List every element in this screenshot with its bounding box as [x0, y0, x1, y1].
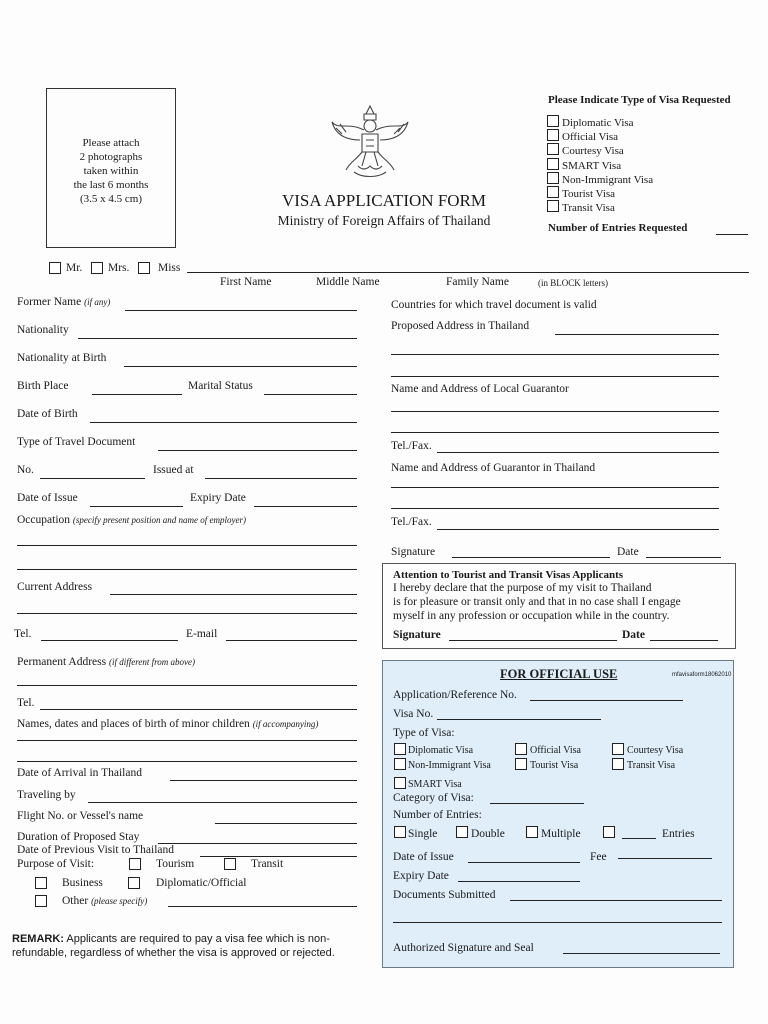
attention-date-field[interactable] — [650, 640, 718, 641]
telfax2-label: Tel./Fax. — [391, 516, 432, 528]
off-date-issue-field[interactable] — [468, 862, 580, 863]
single-label: Single — [408, 828, 438, 840]
entries-label: Entries — [662, 828, 695, 840]
off-diplomatic-checkbox[interactable] — [394, 743, 406, 755]
permanent-address-label: Permanent Address (if different from above) — [17, 656, 196, 668]
official-use-heading: FOR OFFICIAL USE — [500, 667, 618, 681]
nationality-field[interactable] — [78, 338, 357, 339]
duration-field[interactable] — [158, 843, 357, 844]
multiple-label: Multiple — [541, 828, 581, 840]
attention-signature-field[interactable] — [449, 640, 617, 641]
fee-label: Fee — [590, 851, 607, 863]
expiry-label: Expiry Date — [190, 492, 246, 504]
app-ref-field[interactable] — [530, 700, 683, 701]
arrival-date-field[interactable] — [170, 780, 357, 781]
off-nonimm-checkbox[interactable] — [394, 758, 406, 770]
double-label: Double — [471, 828, 505, 840]
off-nonimm-label: Non-Immigrant Visa — [408, 760, 491, 771]
date-label: Date — [617, 546, 639, 558]
guarantor-thailand-label: Name and Address of Guarantor in Thailand — [391, 462, 596, 474]
docs-submitted-line-2[interactable] — [393, 922, 722, 923]
attention-line-3: myself in any profession or occupation while in the country. — [393, 610, 670, 622]
docs-submitted-label: Documents Submitted — [393, 889, 496, 901]
signature-label: Signature — [391, 546, 436, 558]
entries-requested-label: Number of Entries Requested — [548, 222, 688, 234]
off-courtesy-checkbox[interactable] — [612, 743, 624, 755]
block-letters-note: (in BLOCK letters) — [538, 278, 608, 288]
business-label: Business — [62, 877, 103, 889]
single-checkbox[interactable] — [394, 826, 406, 838]
off-transit-label: Transit Visa — [627, 760, 676, 771]
visa-option-courtesy[interactable]: Courtesy Visa — [547, 143, 653, 157]
attention-date-label: Date — [622, 629, 645, 641]
birth-place-field[interactable] — [92, 394, 182, 395]
docs-submitted-line-1[interactable] — [510, 900, 722, 901]
off-expiry-label: Expiry Date — [393, 870, 449, 882]
off-official-checkbox[interactable] — [515, 743, 527, 755]
mr-label: Mr. — [66, 262, 83, 274]
checkbox[interactable] — [547, 143, 559, 155]
family-name-caption: Family Name — [446, 276, 509, 288]
attention-signature-label: Signature — [393, 629, 441, 641]
occupation-line-2[interactable] — [17, 569, 357, 570]
visa-option-diplomatic[interactable]: Diplomatic Visa — [547, 115, 653, 129]
photo-instructions: Please attach 2 photographs taken within the last 6 months (3.5 x 4.5 cm) — [73, 137, 149, 205]
email-label: E-mail — [186, 628, 218, 640]
visa-type-heading: Please Indicate Type of Visa Requested — [548, 94, 731, 106]
marital-status-field[interactable] — [264, 394, 357, 395]
transit-label: Transit — [251, 858, 284, 870]
marital-status-label: Marital Status — [188, 380, 253, 392]
auth-signature-field[interactable] — [563, 953, 720, 954]
issued-at-field[interactable] — [205, 478, 357, 479]
attention-heading: Attention to Tourist and Transit Visas Applicants — [393, 569, 624, 581]
entries-requested-field[interactable] — [716, 234, 748, 235]
mrs-checkbox[interactable] — [91, 262, 103, 274]
nationality-birth-field[interactable] — [124, 366, 357, 367]
occupation-line-1[interactable] — [17, 545, 357, 546]
tel-field[interactable] — [41, 640, 178, 641]
business-checkbox[interactable] — [35, 877, 47, 889]
other-label: Other (please specify) — [62, 895, 148, 907]
form-code: mfavisaform18062010 — [672, 672, 732, 678]
dob-label: Date of Birth — [17, 408, 78, 420]
off-smart-label: SMART Visa — [408, 779, 462, 790]
first-name-caption: First Name — [220, 276, 272, 288]
dob-field[interactable] — [90, 422, 357, 423]
flight-label: Flight No. or Vessel's name — [17, 810, 144, 822]
local-guarantor-label: Name and Address of Local Guarantor — [391, 383, 569, 395]
checkbox[interactable] — [547, 186, 559, 198]
miss-label: Miss — [158, 262, 181, 274]
off-expiry-field[interactable] — [458, 881, 580, 882]
occupation-label: Occupation (specify present position and name of employer) — [17, 514, 247, 526]
tel-label: Tel. — [14, 628, 32, 640]
checkbox[interactable] — [547, 200, 559, 212]
former-name-label: Former Name (if any) — [17, 296, 111, 308]
auth-signature-label: Authorized Signature and Seal — [393, 942, 534, 954]
former-name-field[interactable] — [125, 310, 357, 311]
category-field[interactable] — [490, 803, 584, 804]
off-tourist-label: Tourist Visa — [530, 760, 579, 771]
doc-no-field[interactable] — [40, 478, 145, 479]
attention-line-1: I hereby declare that the purpose of my visit to Thailand — [393, 582, 652, 594]
fee-field[interactable] — [618, 858, 712, 859]
permanent-address-line[interactable] — [17, 685, 357, 686]
visa-no-field[interactable] — [437, 719, 601, 720]
entries-checkbox[interactable] — [603, 826, 615, 838]
telfax1-label: Tel./Fax. — [391, 440, 432, 452]
tourism-checkbox[interactable] — [129, 858, 141, 870]
nationality-label: Nationality — [17, 324, 69, 336]
flight-field[interactable] — [215, 823, 357, 824]
visa-option-non-immigrant[interactable]: Non-Immigrant Visa — [547, 172, 653, 186]
visa-option-transit[interactable]: Transit Visa — [547, 200, 653, 214]
checkbox[interactable] — [547, 115, 559, 127]
visa-type-options — [547, 115, 653, 214]
expiry-field[interactable] — [254, 506, 357, 507]
telfax1-field[interactable] — [437, 452, 719, 453]
visa-no-label: Visa No. — [393, 708, 434, 720]
garuda-emblem-icon — [328, 100, 412, 184]
checkbox[interactable] — [547, 172, 559, 184]
off-tourist-checkbox[interactable] — [515, 758, 527, 770]
guarantor-thailand-line-2[interactable] — [391, 508, 719, 509]
double-checkbox[interactable] — [456, 826, 468, 838]
purpose-label: Purpose of Visit: — [17, 858, 95, 870]
visa-option-tourist[interactable]: Tourist Visa — [547, 186, 653, 200]
arrival-date-label: Date of Arrival in Thailand — [17, 767, 142, 779]
current-address-line-2[interactable] — [17, 613, 357, 614]
mr-checkbox[interactable] — [49, 262, 61, 274]
email-field[interactable] — [226, 640, 357, 641]
minors-label: Names, dates and places of birth of minor children (if accompanying) — [17, 718, 319, 730]
entries-count-field[interactable] — [622, 838, 656, 839]
app-ref-label: Application/Reference No. — [393, 689, 517, 701]
date-issue-label: Date of Issue — [17, 492, 78, 504]
other-field[interactable] — [168, 906, 357, 907]
off-official-label: Official Visa — [530, 745, 581, 756]
countries-label: Countries for which travel document is valid — [391, 299, 597, 311]
tel2-field[interactable] — [40, 709, 357, 710]
signature-field[interactable] — [452, 557, 610, 558]
travel-doc-label: Type of Travel Document — [17, 436, 136, 448]
checkbox[interactable] — [547, 129, 559, 141]
telfax2-field[interactable] — [437, 529, 719, 530]
proposed-address-label: Proposed Address in Thailand — [391, 320, 530, 332]
off-courtesy-label: Courtesy Visa — [627, 745, 684, 756]
transit-checkbox[interactable] — [224, 858, 236, 870]
checkbox[interactable] — [547, 158, 559, 170]
off-diplomatic-label: Diplomatic Visa — [408, 745, 474, 756]
local-guarantor-line-1[interactable] — [391, 411, 719, 412]
mrs-label: Mrs. — [108, 262, 130, 274]
multiple-checkbox[interactable] — [526, 826, 538, 838]
local-guarantor-line-2[interactable] — [391, 432, 719, 433]
visa-option-smart[interactable]: SMART Visa — [547, 158, 653, 172]
category-label: Category of Visa: — [393, 792, 474, 804]
minors-line-1[interactable] — [17, 740, 357, 741]
guarantor-thailand-line-1[interactable] — [391, 487, 719, 488]
duration-label: Duration of Proposed Stay — [17, 831, 140, 843]
off-smart-checkbox[interactable] — [394, 777, 406, 789]
type-of-visa-label: Type of Visa: — [393, 727, 455, 739]
birth-place-label: Birth Place — [17, 380, 69, 392]
full-name-field[interactable] — [187, 272, 749, 273]
visa-option-official[interactable]: Official Visa — [547, 129, 653, 143]
form-title: VISA APPLICATION FORM — [281, 191, 487, 210]
issued-at-label: Issued at — [153, 464, 194, 476]
current-address-label: Current Address — [17, 581, 93, 593]
prev-visit-field[interactable] — [200, 856, 357, 857]
form-subtitle: Ministry of Foreign Affairs of Thailand — [277, 213, 491, 228]
off-date-issue-label: Date of Issue — [393, 851, 454, 863]
proposed-address-line-3[interactable] — [391, 376, 719, 377]
proposed-address-line-2[interactable] — [391, 354, 719, 355]
travel-doc-field[interactable] — [158, 450, 357, 451]
minors-line-2[interactable] — [17, 761, 357, 762]
middle-name-caption: Middle Name — [316, 276, 380, 288]
traveling-by-field[interactable] — [88, 802, 357, 803]
nationality-birth-label: Nationality at Birth — [17, 352, 107, 364]
attention-line-2: is for pleasure or transit only and that in no case shall I engage — [393, 596, 681, 608]
remark-line-2: refundable, regardless of whether the visa is approved or rejected. — [12, 947, 335, 959]
date-field[interactable] — [646, 557, 721, 558]
tel2-label: Tel. — [17, 697, 35, 709]
prev-visit-label: Date of Previous Visit to Thailand — [17, 844, 174, 856]
traveling-by-label: Traveling by — [17, 789, 76, 801]
diplomatic-official-checkbox[interactable] — [128, 877, 140, 889]
tourism-label: Tourism — [156, 858, 195, 870]
doc-no-label: No. — [17, 464, 34, 476]
remark-line-1: REMARK: Applicants are required to pay a visa fee which is non- — [12, 933, 330, 945]
current-address-line-1[interactable] — [110, 594, 357, 595]
off-transit-checkbox[interactable] — [612, 758, 624, 770]
num-entries-label: Number of Entries: — [393, 809, 482, 821]
other-checkbox[interactable] — [35, 895, 47, 907]
diplomatic-official-label: Diplomatic/Official — [156, 877, 247, 889]
proposed-address-line-1[interactable] — [555, 334, 719, 335]
date-issue-field[interactable] — [90, 506, 183, 507]
miss-checkbox[interactable] — [138, 262, 150, 274]
